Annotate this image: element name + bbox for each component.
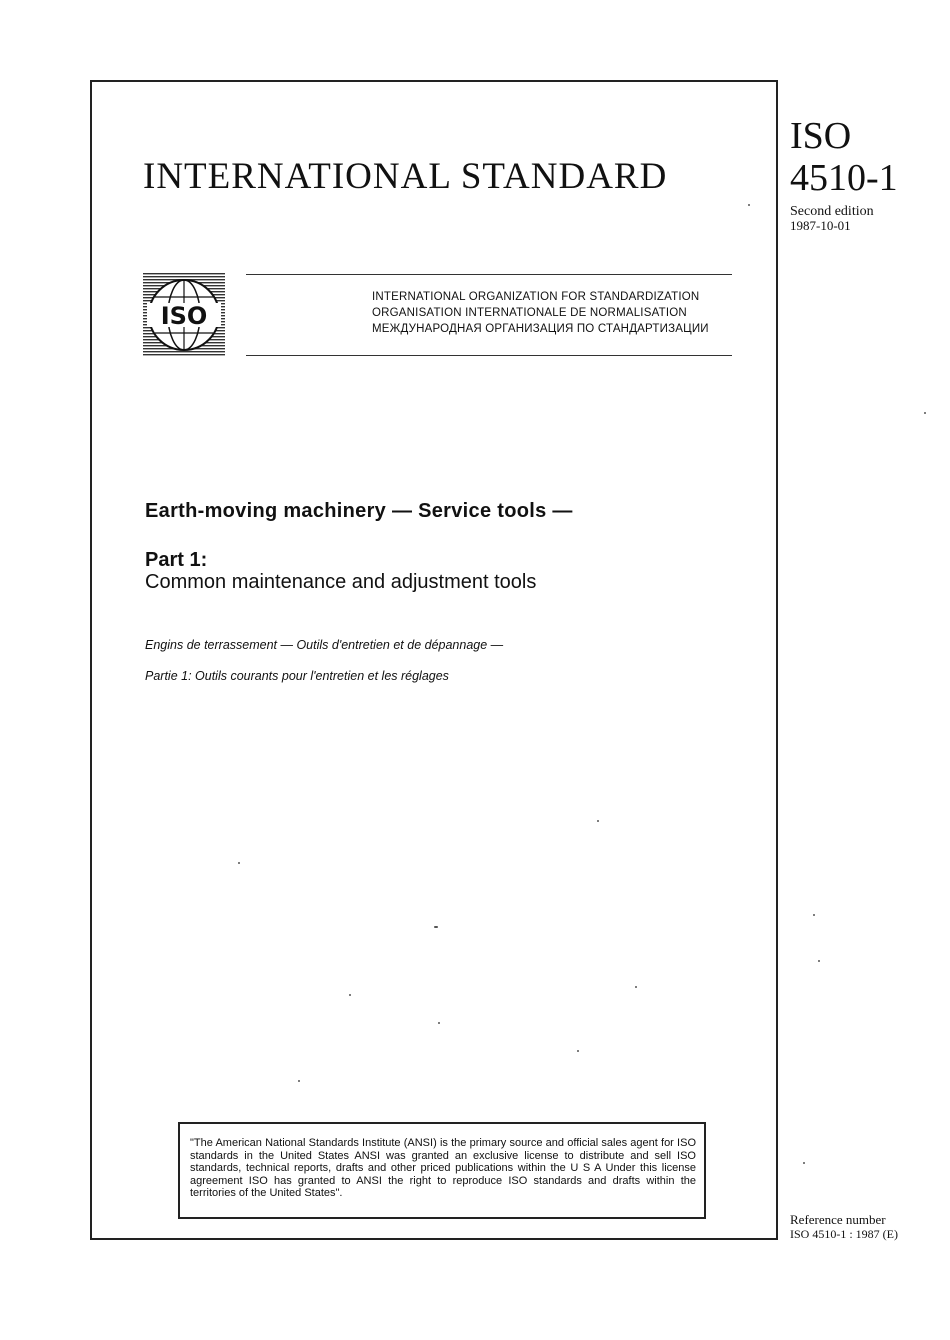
edition-date: 1987-10-01 — [790, 218, 851, 233]
scan-speck — [238, 862, 240, 864]
scan-speck — [924, 412, 926, 414]
french-title: Engins de terrassement — Outils d'entretien et de dépannage — — [145, 638, 504, 652]
iso-label: ISO — [790, 115, 852, 157]
document-type-title: INTERNATIONAL STANDARD — [143, 156, 668, 197]
standard-number: 4510-1 — [790, 157, 898, 199]
org-name-english: INTERNATIONAL ORGANIZATION FOR STANDARDIZATION — [372, 291, 700, 303]
scan-speck — [438, 1022, 440, 1024]
org-name-french: ORGANISATION INTERNATIONALE DE NORMALISATION — [372, 307, 687, 319]
organization-names — [372, 289, 732, 337]
scan-speck — [298, 1080, 300, 1082]
ansi-notice-box — [178, 1122, 706, 1219]
iso-logo — [143, 273, 225, 357]
scan-speck — [577, 1050, 579, 1052]
org-rule-bottom — [246, 355, 732, 356]
org-name-russian: МЕЖДУНАРОДНАЯ ОРГАНИЗАЦИЯ ПО СТАНДАРТИЗАЦИИ — [372, 323, 709, 335]
reference-number: ISO 4510-1 : 1987 (E) — [790, 1227, 898, 1241]
part-title: Common maintenance and adjustment tools — [145, 571, 537, 593]
edition-label: Second edition — [790, 204, 874, 219]
iso-logo-text: ISO — [160, 302, 208, 330]
scan-speck — [434, 926, 438, 928]
scan-speck — [803, 1162, 805, 1164]
ansi-notice-text: "The American National Standards Institute (ANSI) is the primary source and official sales agent for ISO standards in the United States ANSI was granted an exclusive license to distribute and sell ISO standards, technical reports, drafts and other priced publications within the U S A Under this license agreement ISO has granted to ANSI the right to reproduce ISO standards and drafts within the territories of the United States". — [190, 1137, 696, 1199]
scan-speck — [818, 960, 820, 962]
scan-speck — [349, 994, 351, 996]
cover-frame — [90, 80, 778, 1240]
french-part-title: Partie 1: Outils courants pour l'entretien et les réglages — [145, 669, 449, 683]
scan-speck — [813, 914, 815, 916]
part-label: Part 1: — [145, 549, 208, 571]
standard-subject: Earth-moving machinery — Service tools — — [145, 500, 573, 522]
scan-speck — [597, 820, 599, 822]
reference-label: Reference number — [790, 1212, 886, 1227]
scan-speck — [635, 986, 637, 988]
org-rule-top — [246, 274, 732, 275]
scan-speck — [748, 204, 750, 206]
